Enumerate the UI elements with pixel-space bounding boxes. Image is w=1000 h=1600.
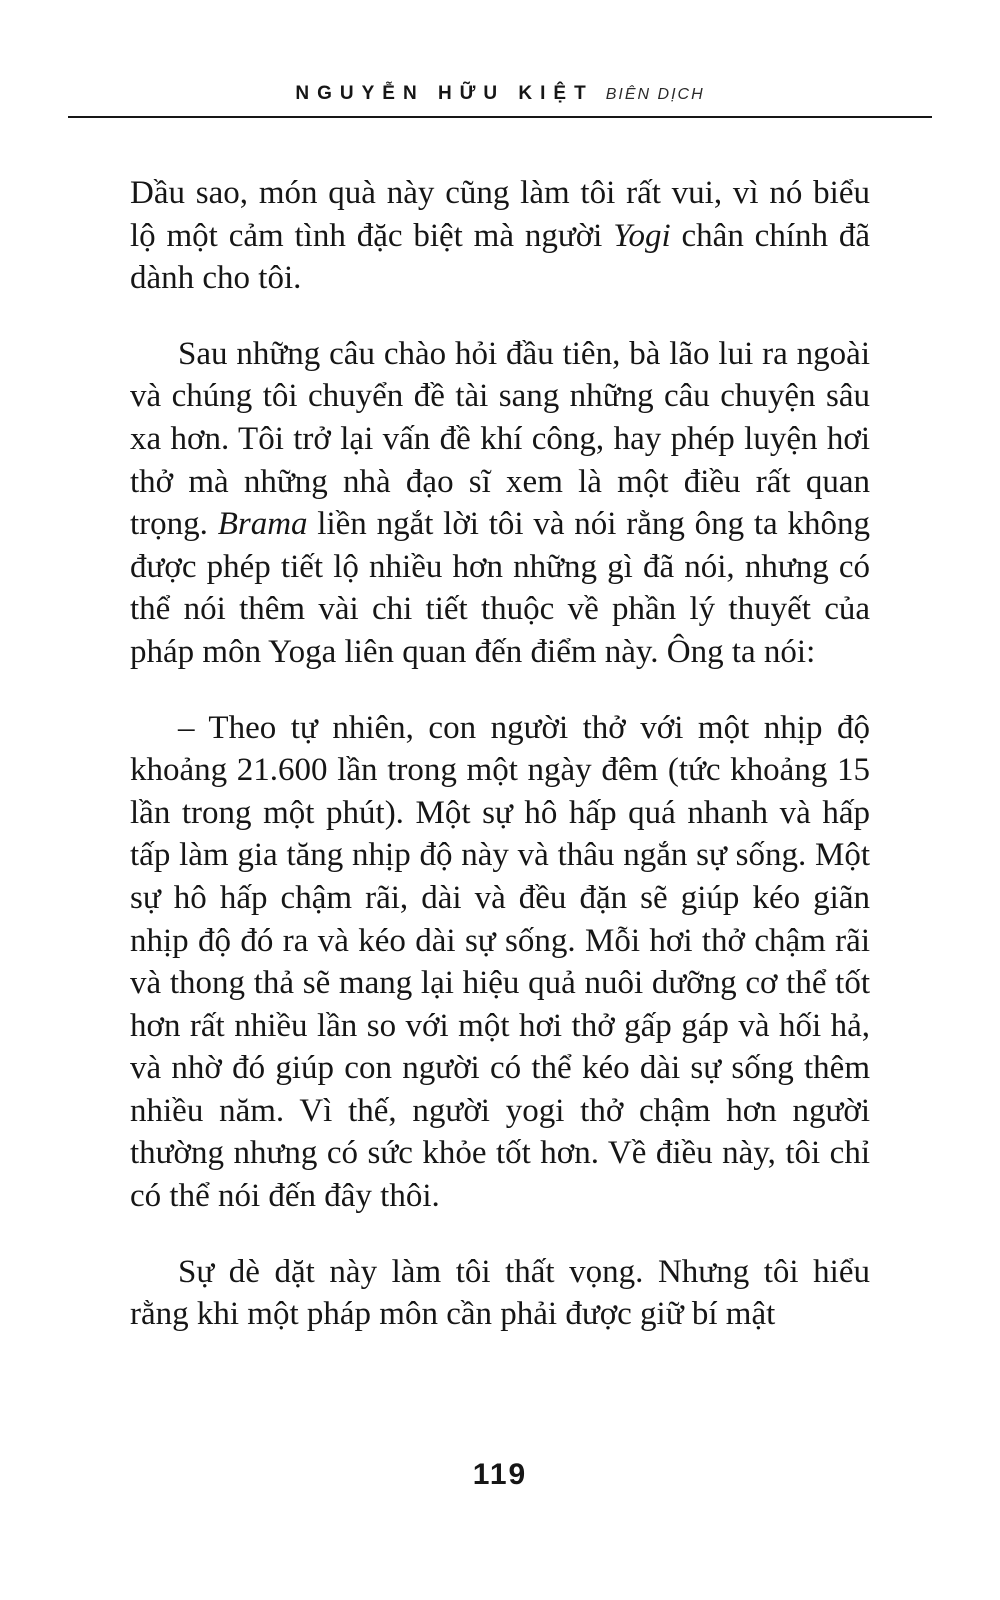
text-segment: Dầu sao, món quà này cũng làm tôi rất vui, vì nó biểu lộ một cảm tình đặc biệt mà người [130, 175, 870, 254]
page-number: 119 [472, 1458, 528, 1491]
paragraph [130, 172, 870, 300]
text-segment: – Theo tự nhiên, con người thở với một nhịp độ khoảng 21.600 lần trong một ngày đêm (tức khoảng 15 lần trong một phút). Một sự hô hấp quá nhanh và hấp tấp làm gia tăng nhịp độ này và thâu ngắn sự sống. Một sự hô hấp chậm rãi, dài và đều đặn sẽ giúp kéo giãn nhịp độ đó ra và kéo dài sự sống. Mỗi hơi thở chậm rãi và thong thả sẽ mang lại hiệu quả nuôi dưỡng cơ thể tốt hơn rất nhiều lần so với một hơi thở gấp gáp và hối hả, và nhờ đó giúp con người có thể kéo dài sự sống thêm nhiều năm. Vì thế, người yogi thở chậm hơn người thường nhưng có sức khỏe tốt hơn. Về điều này, tôi chỉ có thể nói đến đây thôi. [130, 709, 870, 1215]
text-segment: liền ngắt lời tôi và nói rằng ông ta không được phép tiết lộ nhiều hơn những gì đã nói, nhưng có thể nói thêm vài chi tiết thuộc về phần lý thuyết của pháp môn Yoga liên quan đến điểm này. Ông ta nói: [130, 506, 870, 670]
paragraph [130, 707, 870, 1218]
text-segment: Yogi [613, 217, 671, 254]
page-body [130, 172, 870, 1336]
text-segment: Sau những câu chào hỏi đầu tiên, bà lão lui ra ngoài và chúng tôi chuyển đề tài sang những câu chuyện sâu xa hơn. Tôi trở lại vấn đề khí công, hay phép luyện hơi thở mà những nhà đạo sĩ xem là một điều rất quan trọng. [130, 335, 870, 543]
text-segment: Sự dè dặt này làm tôi thất vọng. Nhưng tôi hiểu rằng khi một pháp môn cần phải được giữ bí mật [130, 1253, 870, 1333]
paragraph [130, 333, 870, 674]
paragraph [130, 1251, 870, 1336]
running-header [0, 83, 1000, 105]
header-rule [68, 116, 932, 118]
text-segment: Brama [217, 506, 308, 543]
author-name: NGUYỄN HỮU KIỆT [295, 83, 594, 104]
text-segment: chân chính đã dành cho tôi. [130, 217, 870, 297]
translator-label: BIÊN DỊCH [605, 86, 705, 103]
